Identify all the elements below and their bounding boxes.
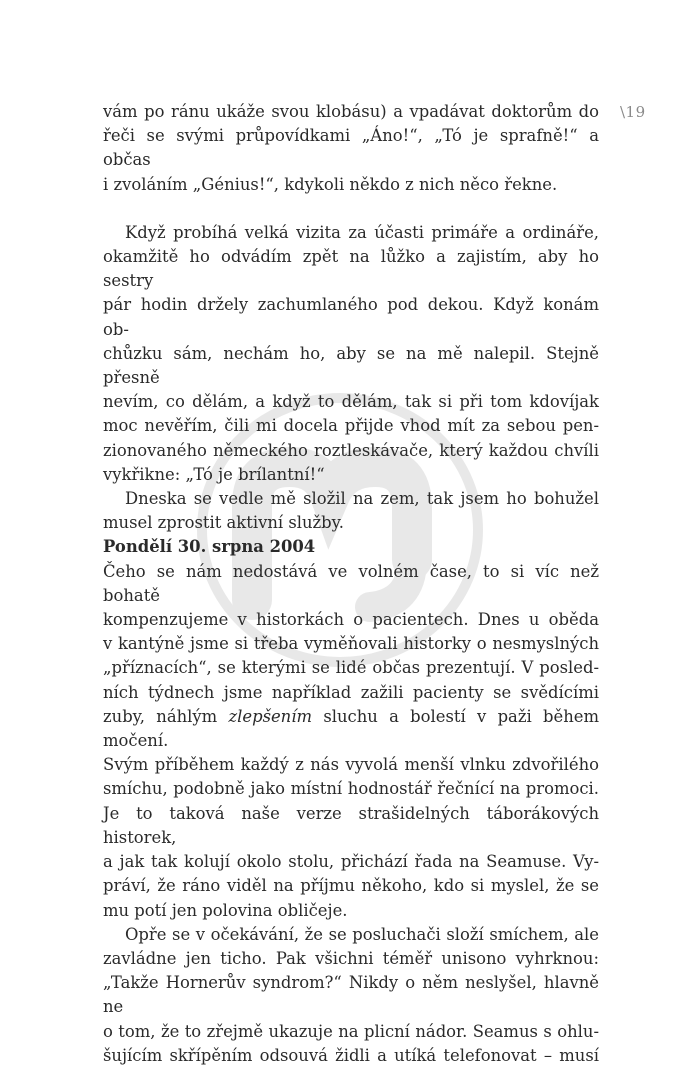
text-line: nevím, co dělám, a když to dělám, tak si při tom kdovíjak [103,392,599,412]
text-line: zavládne jen ticho. Pak všichni téměř unisono vyhrknou: [103,948,599,968]
text-line: a jak tak kolují okolo stolu, přichází řada na Seamuse. Vy- [103,852,599,872]
text-line: v kantýně jsme si třeba vyměňovali historky o nesmyslných [103,634,599,654]
text-line: vám po ránu ukáže svou klobásu) a vpadávat doktorům do [103,102,599,121]
text-line: ních týdnech jsme například zažili pacienty se svědícími [103,682,599,702]
text-line: vykřikne: „Tó je brílantní!“ [103,464,325,484]
text-line: „příznacích“, se kterými se lidé občas prezentují. V posled- [103,658,599,678]
text-line: Je to taková naše verze strašidelných táborákových historek, [103,803,599,847]
paragraph-5 [103,923,599,1068]
text-line: mu potí jen polovina obličeje. [103,900,348,920]
emphasized-word: zlepšením [228,706,313,726]
text-line [103,705,599,753]
text-line: i zvoláním „Génius!“, kdykoli někdo z nich něco řekne. [103,174,558,194]
text-line: práví, že ráno viděl na příjmu někoho, kdo si myslel, že se [103,876,599,896]
text-line: chůzku sám, nechám ho, aby se na mě nalepil. Stejně přesně [103,343,599,388]
text-line: šujícím skřípěním odsouvá židli a utíká telefonovat – musí [103,1045,599,1065]
text-line: moc nevěřím, čili mi docela přijde vhod mít za sebou pen- [103,416,599,436]
paragraph-1 [103,100,599,197]
text-line: řeči se svými průpovídkami „Áno!“, „Tó je sprafně!“ a občas [103,126,599,170]
text-line: smíchu, podobně jako místní hodnostář řečnící na promoci. [103,779,599,799]
page-number: \19 [620,103,646,121]
text-line: Svým příběhem každý z nás vyvolá menší vlnku zdvořilého [103,755,599,775]
text-line: musel zprostit aktivní služby. [103,513,344,533]
text-line: Když probíhá velká vizita za účasti primáře a ordináře, [125,222,599,242]
paragraph-4 [103,560,599,923]
text-run: sluchu a bolestí v paži během močení. [103,706,599,751]
diary-date-heading: Pondělí 30. srpna 2004 [103,537,316,557]
text-line: „Takže Hornerův syndrom?“ Nikdy o něm neslyšel, hlavně ne [103,973,599,1017]
text-line: okamžitě ho odvádím zpět na lůžko a zajistím, aby ho sestry [103,247,599,291]
text-line: o tom, že to zřejmě ukazuje na plicní nádor. Seamus s ohlu- [103,1021,599,1041]
text-run: zuby, náhlým [103,706,229,726]
text-line: Opře se v očekávání, že se posluchači složí smíchem, ale [125,924,599,944]
text-line: Čeho se nám nedostává ve volném čase, to si víc než bohatě [103,561,599,605]
paragraph-3 [103,487,599,535]
text-line: pár hodin držely zachumlaného pod dekou. Když konám ob- [103,295,599,339]
text-line: kompenzujeme v historkách o pacientech. Dnes u oběda [103,610,599,630]
text-line: Dneska se vedle mě složil na zem, tak jsem ho bohužel [125,489,599,509]
paragraph-2 [103,221,599,487]
page-text [103,100,599,1068]
text-line: zionovaného německého roztleskávače, který každou chvíli [103,440,599,460]
